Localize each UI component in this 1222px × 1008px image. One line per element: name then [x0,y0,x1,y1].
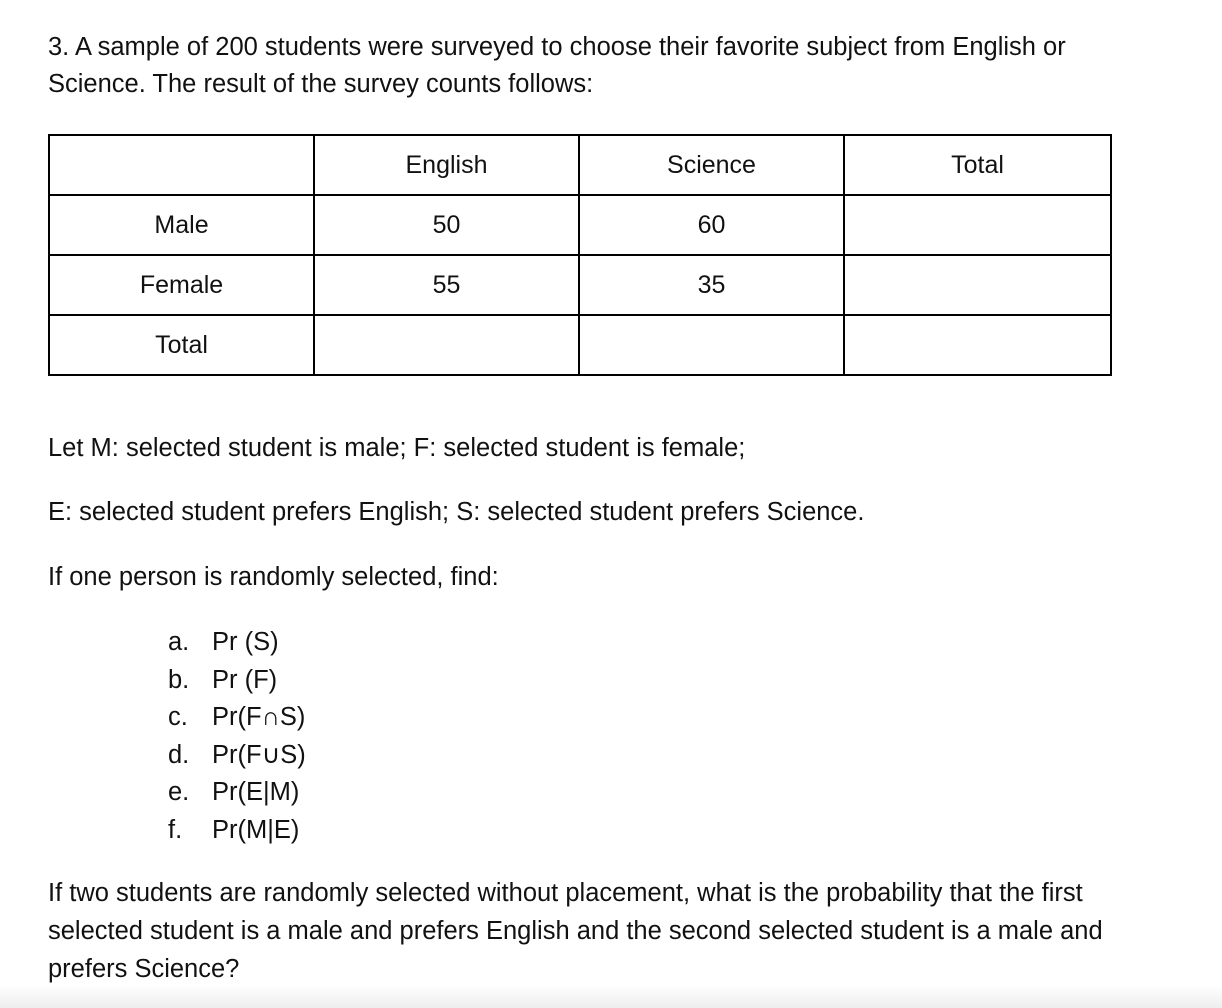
list-item [168,774,306,812]
cell-female-science: 35 [579,255,844,315]
cell-female-english: 55 [314,255,579,315]
definition-line-2: E: selected student prefers English; S: selected student prefers Science. [48,498,865,526]
table-header-row [49,135,1111,195]
parts-list [168,624,306,849]
list-item [168,624,306,662]
definition-line-1: Let M: selected student is male; F: selected student is female; [48,434,746,462]
table-row [49,315,1111,375]
table-row [49,195,1111,255]
list-marker: e. [168,778,190,806]
row-label-male: Male [49,195,314,255]
cell-total-english [314,315,579,375]
list-item [168,699,306,737]
list-item-text: Pr(E|M) [212,778,300,806]
list-item-text: Pr(F∪S) [212,740,306,769]
list-item-text: Pr (F) [212,665,278,694]
question-stem: 3. A sample of 200 students were surveyed to choose their favorite subject from English or Science. The result of the survey counts follows: [48,33,1066,98]
list-marker: a. [168,628,190,656]
row-label-total: Total [49,315,314,375]
list-item [168,662,306,700]
selection-prompt: If one person is randomly selected, find: [48,563,499,591]
table-row [49,255,1111,315]
final-question: If two students are randomly selected without placement, what is the probability that the first selected student is a male and prefers English and the second selected student is a male and prefers Science? [48,879,1103,983]
cell-female-total [844,255,1111,315]
list-marker: b. [168,665,190,694]
cell-male-total [844,195,1111,255]
list-marker: d. [168,740,190,769]
list-item-text: Pr (S) [212,628,279,656]
list-item [168,812,306,850]
header-cell-blank [49,135,314,195]
list-item-text: Pr(F∩S) [212,703,306,731]
header-cell-science: Science [579,135,844,195]
survey-table [48,134,1112,376]
list-item-text: Pr(M|E) [212,815,300,844]
list-item [168,737,306,775]
cell-male-science: 60 [579,195,844,255]
cell-total-total [844,315,1111,375]
header-cell-total: Total [844,135,1111,195]
list-marker: f. [168,815,183,844]
header-cell-english: English [314,135,579,195]
list-marker: c. [168,703,188,731]
row-label-female: Female [49,255,314,315]
cell-total-science [579,315,844,375]
cell-male-english: 50 [314,195,579,255]
